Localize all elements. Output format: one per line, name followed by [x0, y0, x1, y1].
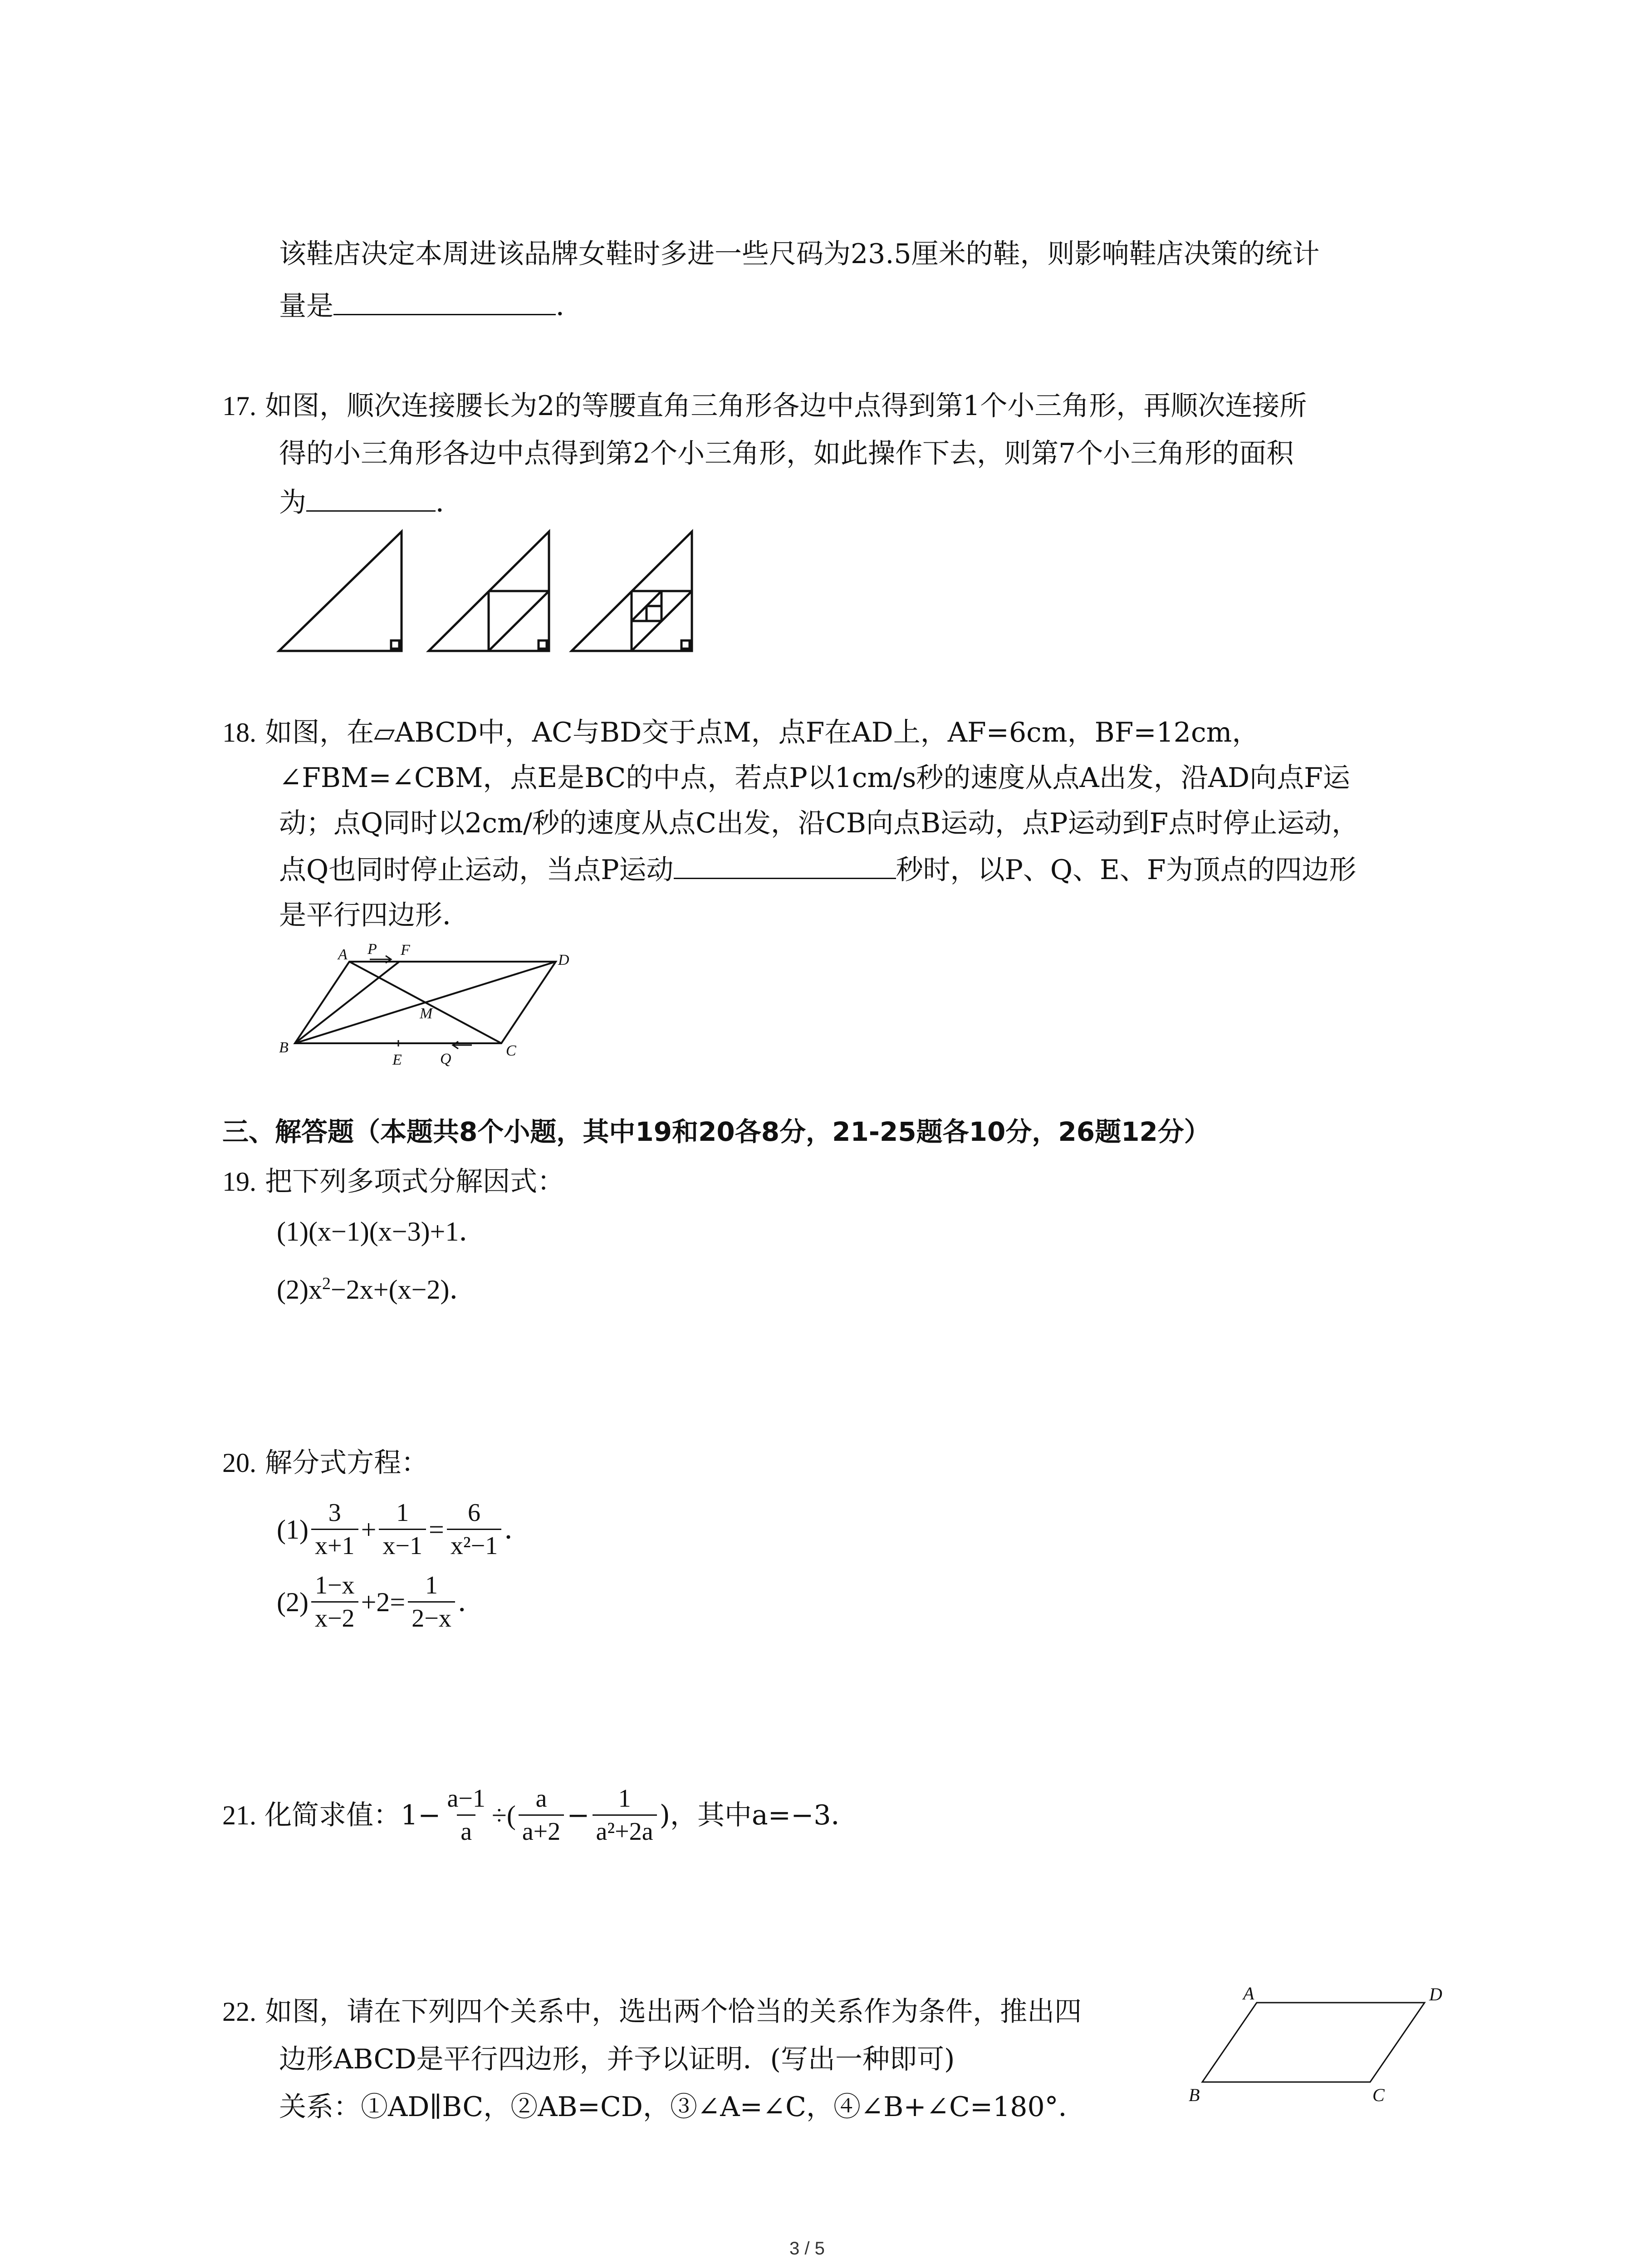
q18-line1: 18. 如图，在▱ABCD中，AC与BD交于点M，点F在AD上，AF=6cm，BF=12cm，	[222, 717, 1259, 748]
question-number: 17.	[222, 391, 256, 421]
parallelogram-abcd	[1202, 2003, 1425, 2082]
q22-line1: 22. 如图，请在下列四个关系中，选出两个恰当的关系作为条件，推出四	[222, 1996, 1082, 2028]
q22-line2: 边形ABCD是平行四边形，并予以证明．(写出一种即可)	[279, 2043, 955, 2075]
label-q: Q	[440, 1051, 451, 1067]
label-m: M	[420, 1005, 433, 1022]
q18-line3: 动；点Q同时以2cm/秒的速度从点C出发，沿CB向点B运动，点P运动到F点时停止运动，	[279, 807, 1359, 839]
q17-line2: 得的小三角形各边中点得到第2个小三角形，如此操作下去，则第7个小三角形的面积	[279, 438, 1294, 469]
label-b: B	[279, 1039, 289, 1056]
label-a: A	[1243, 1983, 1254, 2004]
question-number: 19.	[222, 1167, 256, 1197]
fraction: $\frac{1}{x-1}$	[379, 1497, 426, 1562]
fraction: $\frac{a}{a+2}$	[519, 1783, 564, 1848]
segment-bf	[295, 962, 399, 1043]
q16-line2: 量是 ．	[279, 288, 583, 324]
question-number: 18.	[222, 718, 256, 748]
q16-line1: 该鞋店决定本周进该品牌女鞋时多进一些尺码为23.5厘米的鞋，则影响鞋店决策的统计	[279, 238, 1320, 270]
question-number: 20.	[222, 1448, 256, 1478]
label-a: A	[338, 946, 348, 963]
q18-line4: 点Q也同时停止运动，当点P运动 秒时，以P、Q、E、F为顶点的四边形	[279, 852, 1357, 888]
q18-line2: ∠FBM=∠CBM，点E是BC的中点，若点P以1cm/s秒的速度从点A出发，沿AD向点F运	[279, 762, 1350, 794]
label-d: D	[1429, 1984, 1442, 2004]
q18-parallelogram-figure	[272, 941, 581, 1068]
q19-stem: 19. 把下列多项式分解因式：	[222, 1166, 565, 1198]
fraction: $\frac{3}{x+1}$	[311, 1497, 358, 1562]
q17-triangles-figure	[272, 526, 749, 662]
page-number: 3 / 5	[789, 2239, 825, 2258]
q22-parallelogram-figure	[1189, 1982, 1470, 2118]
q17-line1: 17. 如图，顺次连接腰长为2的等腰直角三角形各边中点得到第1个小三角形，再顺次连接所	[222, 390, 1307, 422]
q17-line3: 为 ．	[279, 484, 463, 521]
q22-line3: 关系：①AD∥BC，②AB=CD，③∠A=∠C，④∠B+∠C=180°．	[279, 2091, 1086, 2123]
answer-blank[interactable]	[306, 485, 436, 512]
question-number: 22.	[222, 1997, 256, 2027]
q20-part2: (2) $\frac{1-x}{x-2}$ +2= $\frac{1}{2-x}$ ．	[277, 1569, 485, 1634]
q21-line: 21. 化简求值：1− $\frac{a-1}{a}$ ÷( $\frac{a}{a+2}$ − $\frac{1}{\text{a²+2a}}$ )，其中a=−3．	[222, 1783, 858, 1848]
q19-part2: $(2)x^2-2x+(x-2)$．	[277, 1274, 477, 1305]
answer-blank[interactable]	[333, 288, 556, 315]
q19-part1: (1)(x−1)(x−3)+1．	[277, 1217, 486, 1246]
q18-line5: 是平行四边形．	[279, 899, 470, 931]
fraction: $\frac{1}{\text{a²+2a}}$	[593, 1783, 657, 1848]
label-d: D	[558, 952, 569, 968]
triangle-1	[279, 532, 402, 651]
section-3-heading: 三、解答题（本题共8个小题，其中19和20各8分，21-25题各10分，26题12分）	[222, 1116, 1210, 1147]
label-p: P	[367, 941, 377, 958]
label-f: F	[401, 942, 410, 958]
label-b: B	[1189, 2085, 1200, 2105]
q20-part1: (1) $\frac{3}{x+1}$ + $\frac{1}{x-1}$ = $\frac{6}{\text{x²−1}}$ ．	[277, 1497, 531, 1562]
q20-stem: 20. 解分式方程：	[222, 1447, 429, 1479]
fraction: $\frac{1-x}{x-2}$	[311, 1569, 358, 1634]
fraction: $\frac{1}{2-x}$	[408, 1569, 455, 1634]
fraction: $\frac{a-1}{a}$	[443, 1783, 489, 1848]
label-c: C	[1372, 2085, 1385, 2105]
diagonal-bd	[295, 962, 556, 1043]
question-number: 21.	[222, 1800, 256, 1830]
label-e: E	[392, 1051, 402, 1068]
answer-blank[interactable]	[674, 852, 896, 879]
fraction: $\frac{6}{\text{x²−1}}$	[447, 1497, 501, 1562]
label-c: C	[506, 1042, 516, 1059]
